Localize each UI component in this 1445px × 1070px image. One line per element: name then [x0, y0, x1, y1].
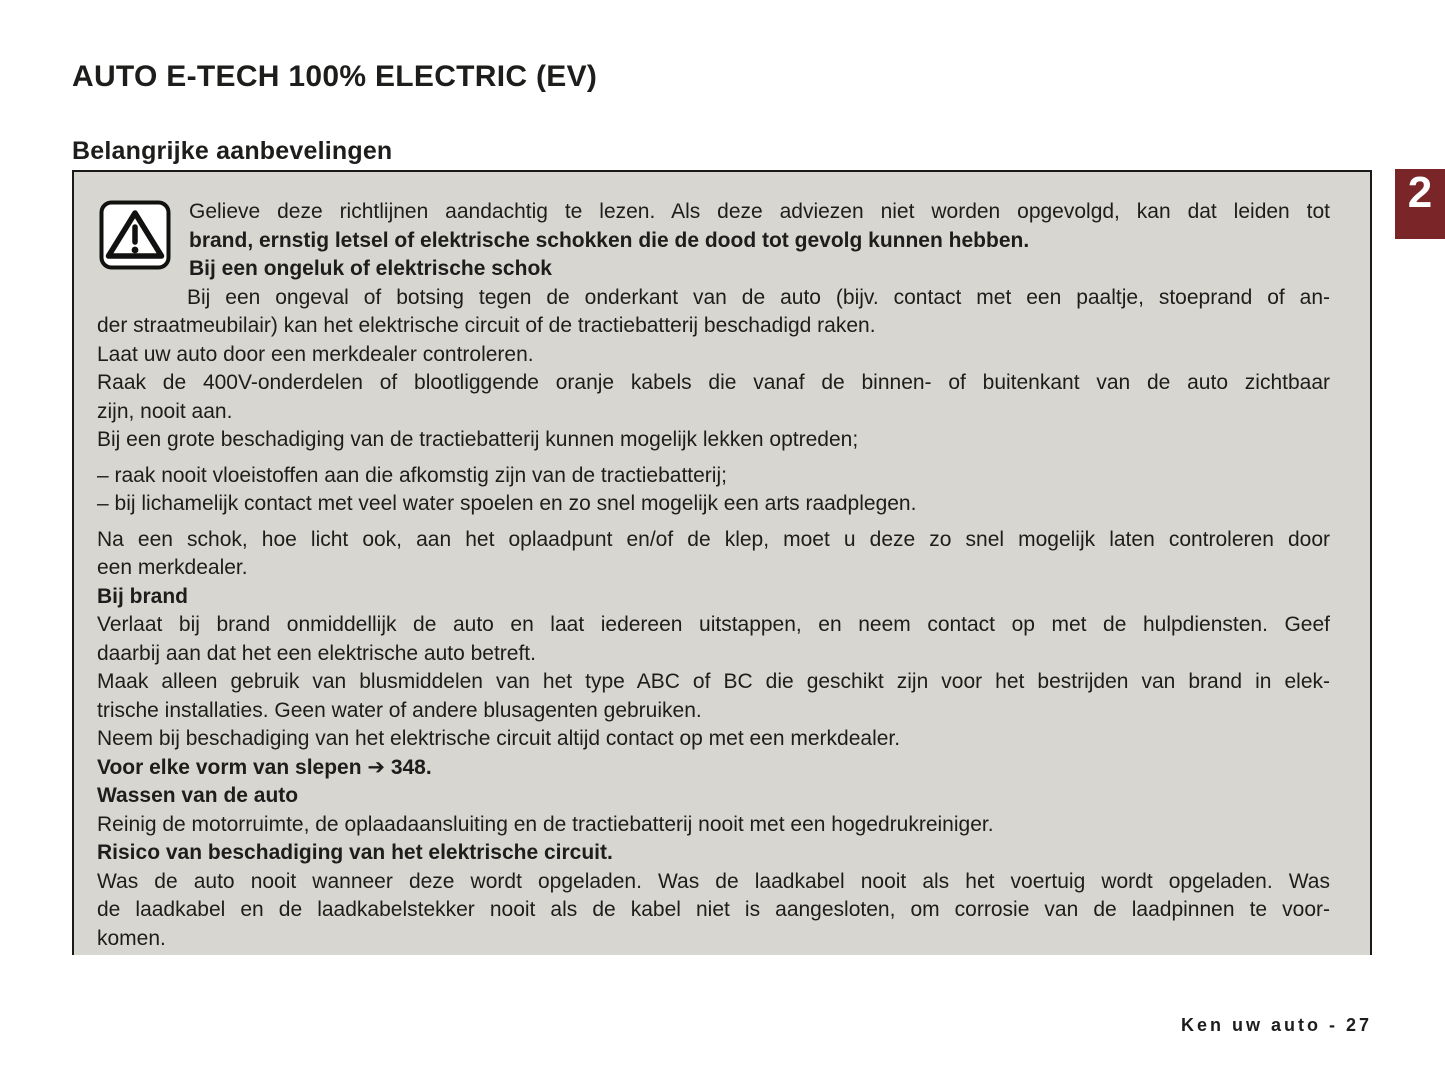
- warning-text-line: Risico van beschadiging van het elektrische circuit.: [97, 841, 613, 864]
- warning-text-line: trische installaties. Geen water of andere blusagenten gebruiken.: [97, 698, 702, 722]
- warning-text-line: Wassen van de auto: [97, 784, 299, 807]
- warning-text-line: – raak nooit vloeistoffen aan die afkomstig zijn van de tractiebatterij;: [97, 463, 727, 487]
- warning-text-line: Bij een ongeval of botsing tegen de onderkant van de auto (bijv. contact met een paaltje, stoeprand of an-: [187, 285, 1330, 309]
- warning-text-line: Gelieve deze richtlijnen aandachtig te lezen. Als deze adviezen niet worden opgevolgd, kan dat leiden tot: [189, 200, 1330, 223]
- warning-text-line: Verlaat bij brand onmiddellijk de auto en laat iedereen uitstappen, en neem contact op met de hulpdiensten. Geef: [97, 613, 1330, 636]
- warning-text-line: Laat uw auto door een merkdealer controleren.: [97, 342, 534, 366]
- warning-text-line: Raak de 400V-onderdelen of blootliggende oranje kabels die vanaf de binnen- of buitenkant van de auto zichtbaar: [97, 371, 1330, 394]
- warning-text-line: komen.: [97, 926, 166, 950]
- chapter-number: 2: [1407, 168, 1433, 217]
- warning-text-line: de laadkabel en de laadkabelstekker nooit als de kabel niet is aangesloten, om corrosie van de laadpinnen te voor-: [97, 898, 1330, 921]
- warning-text-line: – bij lichamelijk contact met veel water spoelen en zo snel mogelijk een arts raadplegen.: [97, 492, 917, 515]
- warning-text-line: Reinig de motorruimte, de oplaadaansluiting en de tractiebatterij nooit met een hogedrukreiniger.: [97, 812, 994, 836]
- warning-text-line: een merkdealer.: [97, 556, 248, 579]
- warning-text-line: Bij een ongeluk of elektrische schok: [189, 257, 552, 280]
- warning-text-line: der straatmeubilair) kan het elektrische circuit of de tractiebatterij beschadigd raken.: [97, 314, 876, 337]
- warning-text-line: zijn, nooit aan.: [97, 399, 233, 423]
- warning-text-line: Na een schok, hoe licht ook, aan het oplaadpunt en/of de klep, moet u deze zo snel mogelijk laten controleren door: [97, 527, 1330, 551]
- warning-text-line: Bij brand: [97, 584, 189, 608]
- warning-triangle-icon: [99, 200, 171, 270]
- warning-text-line: Bij een grote beschadiging van de tractiebatterij kunnen mogelijk lekken optreden;: [97, 428, 859, 451]
- warning-text-line: brand, ernstig letsel of elektrische schokken die de dood tot gevolg kunnen hebben.: [189, 228, 1030, 252]
- warning-text-line: Neem bij beschadiging van het elektrische circuit altijd contact op met een merkdealer.: [97, 727, 901, 750]
- warning-text-line: Was de auto nooit wanneer deze wordt opgeladen. Was de laadkabel nooit als het voertuig wordt opgeladen. Was: [97, 869, 1330, 893]
- page-title: AUTO E-TECH 100% ELECTRIC (EV): [72, 60, 598, 94]
- warning-text-line: Voor elke vorm van slepen ➔ 348.: [97, 755, 432, 779]
- footer-page-label: Ken uw auto - 27: [1180, 1015, 1372, 1035]
- warning-text-line: Maak alleen gebruik van blusmiddelen van het type ABC of BC die geschikt zijn voor het bestrijden van brand in elek-: [97, 670, 1330, 693]
- page-subtitle: Belangrijke aanbevelingen: [72, 136, 393, 165]
- warning-box: [72, 170, 1372, 955]
- chapter-tab: [1395, 169, 1445, 239]
- warning-box-text: [97, 198, 1330, 953]
- warning-text-line: daarbij aan dat het een elektrische auto betreft.: [97, 641, 536, 665]
